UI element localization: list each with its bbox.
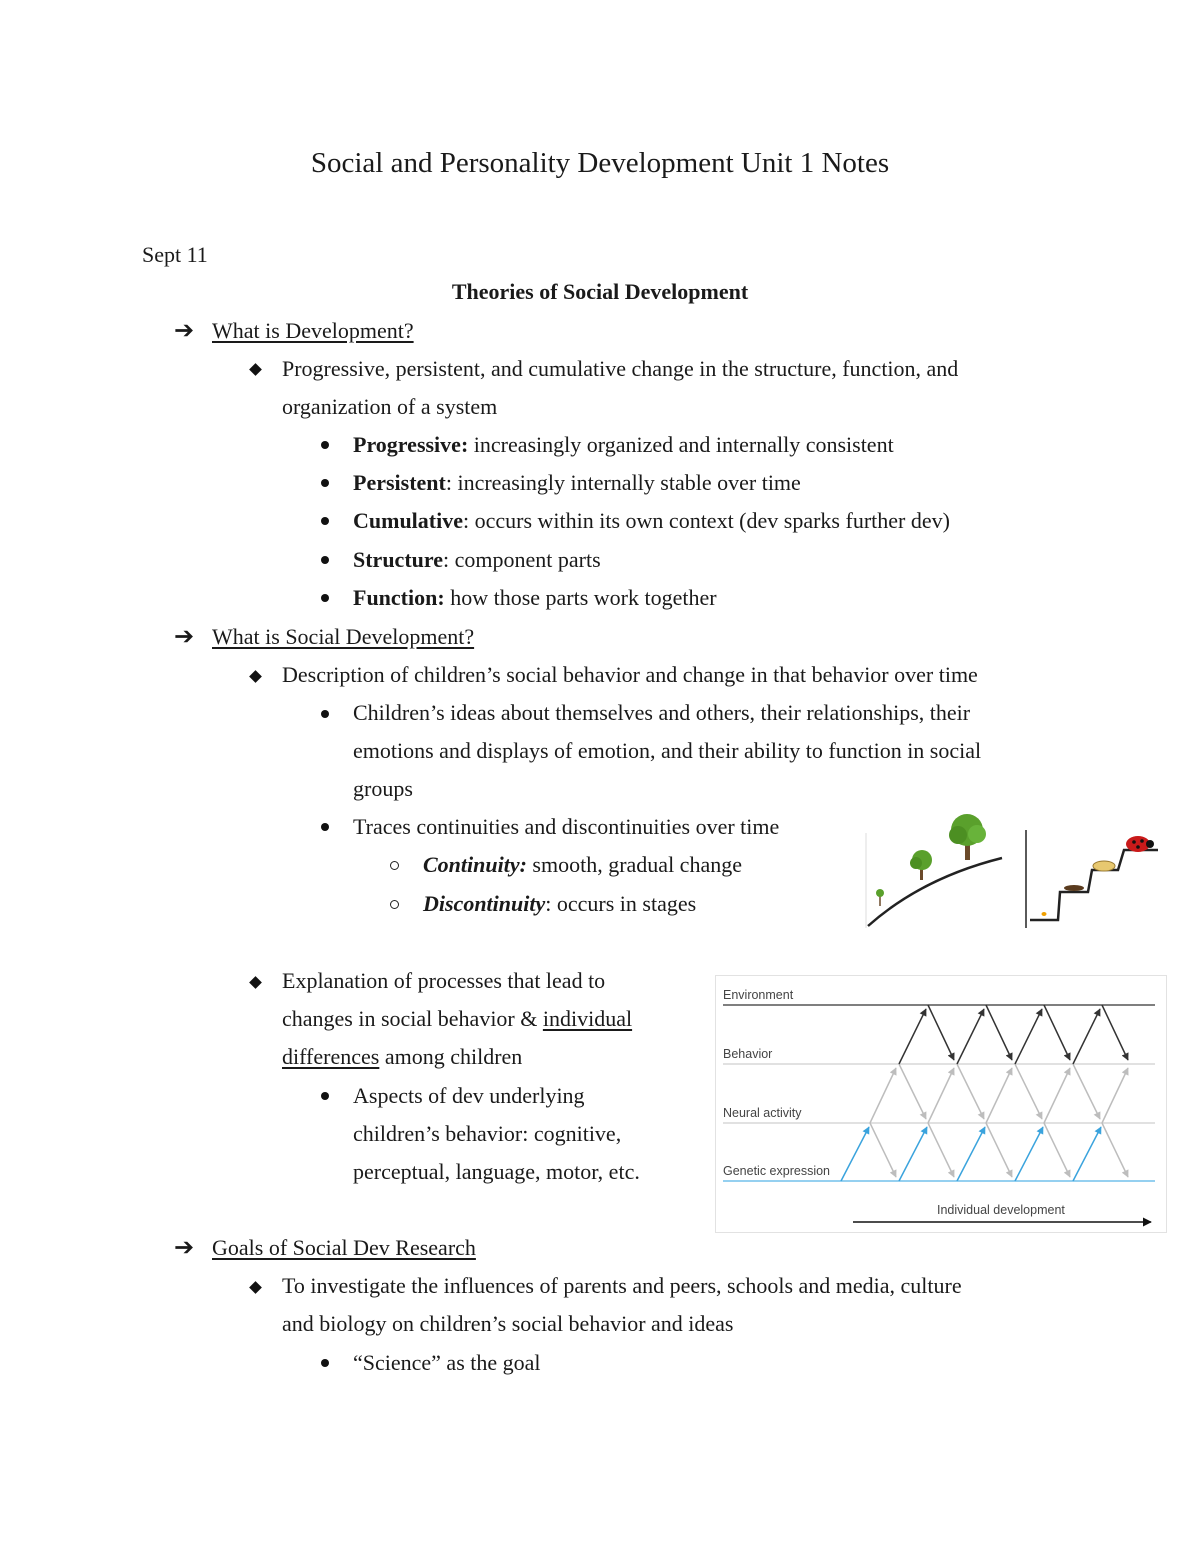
description-text: Description of children’s social behavior and change in that behavior over time (282, 662, 978, 687)
dot-bullet-icon (321, 556, 329, 564)
term-item: Cumulative: occurs within its own context (dev sparks further dev) (353, 508, 950, 533)
discontinuity-steps-graphic (1026, 830, 1158, 928)
developmental-systems-diagram (715, 975, 1167, 1233)
diamond-bullet-icon (249, 1281, 262, 1294)
heading-what-is-social-development: What is Social Development? (212, 624, 475, 649)
aspects-text-cont: children’s behavior: cognitive, (353, 1121, 622, 1146)
level-label-genetic-expression: Genetic expression (723, 1164, 831, 1178)
dot-bullet-icon (321, 1359, 329, 1367)
term-item: Persistent: increasingly internally stable over time (353, 470, 801, 495)
dot-bullet-icon (321, 1092, 329, 1100)
level-label-neural-activity: Neural activity (723, 1106, 802, 1120)
aspects-text-cont: perceptual, language, motor, etc. (353, 1159, 640, 1184)
ideas-text-cont: groups (353, 776, 413, 801)
diamond-bullet-icon (249, 976, 262, 989)
definition-text: Progressive, persistent, and cumulative change in the structure, function, and (282, 356, 959, 381)
section-title: Theories of Social Development (451, 279, 749, 304)
level-label-environment: Environment (723, 988, 794, 1002)
dot-bullet-icon (321, 710, 329, 718)
dot-bullet-icon (321, 479, 329, 487)
explanation-text: Explanation of processes that lead to (282, 968, 606, 993)
goal-text-cont: and biology on children’s social behavior and ideas (282, 1311, 734, 1336)
dot-bullet-icon (321, 823, 329, 831)
arrow-bullet-icon: ➔ (174, 1235, 195, 1261)
diamond-bullet-icon (249, 363, 262, 376)
ideas-text-cont: emotions and displays of emotion, and their ability to function in social (353, 738, 982, 763)
heading-what-is-development: What is Development? (212, 318, 414, 343)
explanation-text-cont: changes in social behavior & individual (282, 1006, 633, 1031)
arrow-bullet-icon: ➔ (174, 318, 195, 344)
definition-text-cont: organization of a system (282, 394, 498, 419)
term-item: Function: how those parts work together (353, 585, 717, 610)
level-label-behavior: Behavior (723, 1047, 773, 1061)
continuity-discontinuity-illustration (862, 808, 1162, 933)
dot-bullet-icon (321, 594, 329, 602)
discontinuity-item: Discontinuity: occurs in stages (423, 891, 697, 916)
traces-text: Traces continuities and discontinuities over time (353, 814, 780, 839)
explanation-text-cont: differences among children (282, 1044, 523, 1069)
goal-text: To investigate the influences of parents and peers, schools and media, culture (282, 1273, 962, 1298)
page-title: Social and Personality Development Unit 1 Notes (310, 147, 890, 179)
continuity-item: Continuity: smooth, gradual change (423, 852, 742, 877)
dot-bullet-icon (321, 441, 329, 449)
circle-bullet-icon (390, 900, 399, 909)
heading-goals-of-social-dev-research: Goals of Social Dev Research (212, 1235, 476, 1260)
ideas-text: Children’s ideas about themselves and others, their relationships, their (353, 700, 971, 725)
term-item: Progressive: increasingly organized and internally consistent (353, 432, 894, 457)
aspects-text: Aspects of dev underlying (353, 1083, 585, 1108)
science-goal-text: “Science” as the goal (353, 1350, 541, 1375)
circle-bullet-icon (390, 861, 399, 870)
arrow-bullet-icon: ➔ (174, 624, 195, 650)
diamond-bullet-icon (249, 670, 262, 683)
continuity-curve-graphic (866, 814, 1002, 928)
date-label: Sept 11 (142, 242, 208, 267)
dot-bullet-icon (321, 517, 329, 525)
axis-label: Individual development (937, 1203, 1065, 1217)
term-item: Structure: component parts (353, 547, 601, 572)
